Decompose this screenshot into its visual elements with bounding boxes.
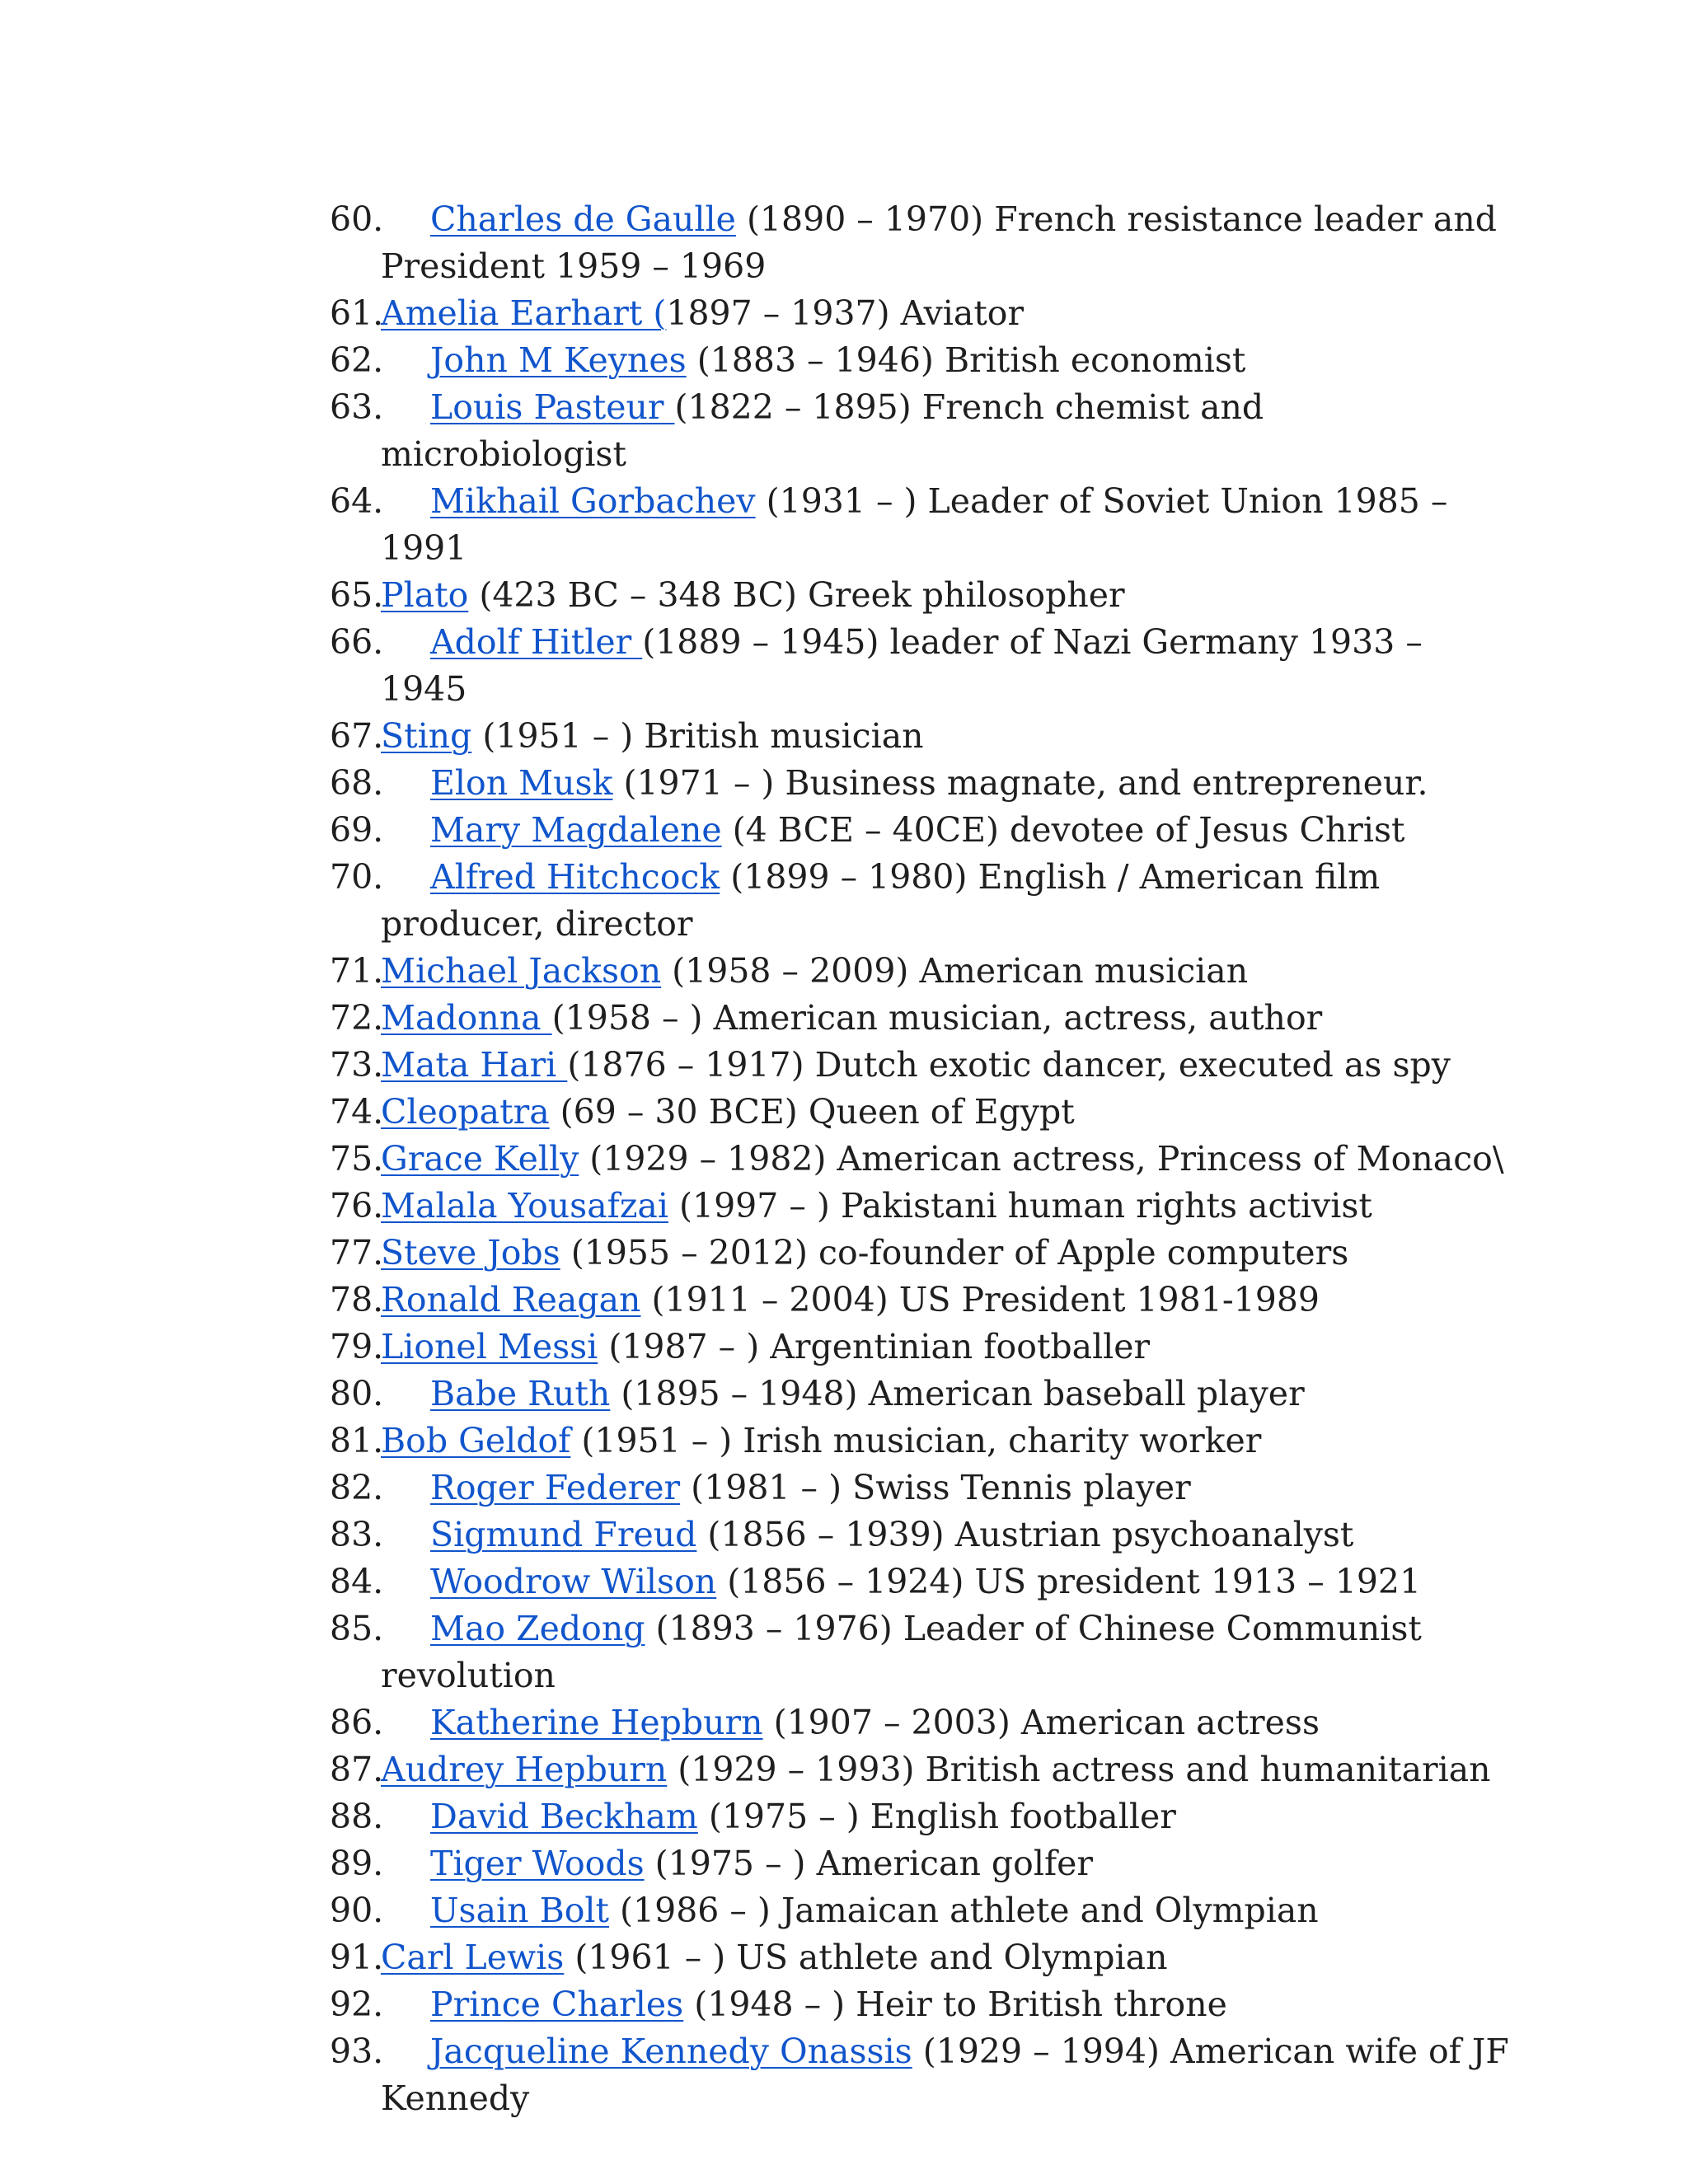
person-link[interactable]: Mikhail Gorbachev <box>430 481 756 521</box>
person-description: (1889 – 1945) leader of Nazi Germany 1933 – 1945 <box>381 622 1423 709</box>
list-item-body <box>381 196 1517 290</box>
list-item-number: 68. <box>330 763 384 803</box>
list-item <box>330 1558 1517 1605</box>
list-item-body <box>381 384 1517 478</box>
list-item-number: 89. <box>330 1844 384 1883</box>
list-item <box>330 196 1517 290</box>
list-item-body <box>381 572 1517 619</box>
list-item <box>330 572 1517 619</box>
person-link[interactable]: Babe Ruth <box>430 1374 611 1413</box>
list-item-number: 79. <box>330 1327 384 1366</box>
list-item <box>330 1136 1517 1183</box>
person-description: (1907 – 2003) American actress <box>762 1703 1320 1742</box>
person-link[interactable]: Adolf Hitler <box>430 622 643 662</box>
list-item-number: 75. <box>330 1139 384 1179</box>
person-link[interactable]: Mata Hari <box>381 1045 568 1085</box>
list-item-number: 72. <box>330 998 384 1038</box>
person-description: (1958 – 2009) American musician <box>661 951 1249 991</box>
list-item-number: 69. <box>330 810 384 850</box>
person-link[interactable]: Carl Lewis <box>381 1938 565 1977</box>
list-item <box>330 1605 1517 1699</box>
person-description: (1997 – ) Pakistani human rights activist <box>668 1186 1372 1226</box>
person-description: (1955 – 2012) co-founder of Apple computers <box>560 1233 1349 1272</box>
person-link[interactable]: Ronald Reagan <box>381 1280 641 1319</box>
person-description: (1899 – 1980) English / American film producer, director <box>381 857 1381 944</box>
list-item-number: 82. <box>330 1468 384 1507</box>
person-link[interactable]: Lionel Messi <box>381 1327 598 1366</box>
person-link[interactable]: Malala Yousafzai <box>381 1186 668 1226</box>
person-link[interactable]: Sting <box>381 716 472 756</box>
list-item <box>330 1511 1517 1558</box>
person-link[interactable]: Bob Geldof <box>381 1421 571 1460</box>
list-item-body <box>381 619 1517 713</box>
person-link[interactable]: Woodrow Wilson <box>430 1562 717 1601</box>
list-item-body <box>381 1418 1517 1465</box>
person-link[interactable]: Audrey Hepburn <box>381 1750 668 1789</box>
list-item-number: 78. <box>330 1280 384 1319</box>
person-description: (1929 – 1982) American actress, Princess of Monaco\ <box>579 1139 1504 1179</box>
list-item <box>330 854 1517 948</box>
person-description: (1890 – 1970) French resistance leader and President 1959 – 1969 <box>381 199 1498 286</box>
list-item-body <box>381 1371 1517 1418</box>
list-item <box>330 713 1517 760</box>
list-item <box>330 1183 1517 1230</box>
list-item-body <box>381 337 1517 384</box>
person-link[interactable]: Charles de Gaulle <box>430 199 736 239</box>
person-description: (1911 – 2004) US President 1981-1989 <box>640 1280 1320 1319</box>
list-item <box>330 948 1517 995</box>
list-item-body <box>381 1089 1517 1136</box>
person-description: (1929 – 1994) American wife of JF Kennedy <box>381 2032 1509 2118</box>
list-item-number: 61. <box>330 293 384 333</box>
list-item-number: 64. <box>330 481 384 521</box>
list-item-body <box>381 1183 1517 1230</box>
person-description: (4 BCE – 40CE) devotee of Jesus Christ <box>721 810 1405 850</box>
person-description: (1951 – ) British musician <box>471 716 924 756</box>
person-link[interactable]: Mao Zedong <box>430 1609 645 1648</box>
list-item-number: 74. <box>330 1092 384 1132</box>
famous-people-list <box>330 196 1517 2122</box>
list-item-number: 65. <box>330 575 384 615</box>
list-item <box>330 384 1517 478</box>
list-item <box>330 807 1517 854</box>
list-item-number: 86. <box>330 1703 384 1742</box>
list-item-body <box>381 1934 1517 1981</box>
person-link[interactable]: David Beckham <box>430 1797 698 1836</box>
list-item <box>330 1887 1517 1934</box>
list-item-number: 93. <box>330 2032 384 2071</box>
list-item <box>330 619 1517 713</box>
person-link[interactable]: Madonna <box>381 998 552 1038</box>
person-link[interactable]: Jacqueline Kennedy Onassis <box>430 2032 912 2071</box>
list-item <box>330 1699 1517 1746</box>
person-link[interactable]: Alfred Hitchcock <box>430 857 720 897</box>
person-link[interactable]: Louis Pasteur <box>430 387 675 427</box>
person-description: (1975 – ) English footballer <box>697 1797 1176 1836</box>
list-item-body <box>381 1230 1517 1277</box>
list-item <box>330 1089 1517 1136</box>
list-item-body <box>381 1840 1517 1887</box>
list-item-body <box>381 1746 1517 1793</box>
list-item-number: 84. <box>330 1562 384 1601</box>
person-description: (1929 – 1993) British actress and humanitarian <box>667 1750 1491 1789</box>
person-description: (1893 – 1976) Leader of Chinese Communist revolution <box>381 1609 1422 1695</box>
list-item <box>330 1981 1517 2028</box>
person-description: (1981 – ) Swiss Tennis player <box>680 1468 1191 1507</box>
list-item-body <box>381 854 1517 948</box>
person-link[interactable]: Steve Jobs <box>381 1233 560 1272</box>
person-description: (1948 – ) Heir to British throne <box>683 1985 1227 2024</box>
list-item-number: 81. <box>330 1421 384 1460</box>
person-description: (1961 – ) US athlete and Olympian <box>564 1938 1168 1977</box>
list-item-body <box>381 948 1517 995</box>
list-item <box>330 337 1517 384</box>
list-item-number: 60. <box>330 199 384 239</box>
list-item-body <box>381 1136 1517 1183</box>
list-item-number: 83. <box>330 1515 384 1554</box>
list-item-body <box>381 1887 1517 1934</box>
list-item-number: 62. <box>330 340 384 380</box>
list-item-body <box>381 1981 1517 2028</box>
list-item-body <box>381 1558 1517 1605</box>
list-item-body <box>381 290 1517 337</box>
person-description: (423 BC – 348 BC) Greek philosopher <box>468 575 1125 615</box>
list-item <box>330 1324 1517 1371</box>
list-item <box>330 1465 1517 1511</box>
person-link[interactable]: Elon Musk <box>430 763 613 803</box>
person-description: 1897 – 1937) Aviator <box>666 293 1025 333</box>
person-link[interactable]: John M Keynes <box>430 340 687 380</box>
person-description: (1958 – ) American musician, actress, author <box>551 998 1323 1038</box>
list-item-body <box>381 995 1517 1042</box>
list-item-body <box>381 1793 1517 1840</box>
list-item-number: 71. <box>330 951 384 991</box>
person-link[interactable]: Plato <box>381 575 469 615</box>
person-link[interactable]: Tiger Woods <box>430 1844 645 1883</box>
list-item <box>330 1934 1517 1981</box>
list-item <box>330 1840 1517 1887</box>
list-item-number: 87. <box>330 1750 384 1789</box>
person-description: (1987 – ) Argentinian footballer <box>598 1327 1151 1366</box>
person-description: (1876 – 1917) Dutch exotic dancer, executed as spy <box>567 1045 1451 1085</box>
person-description: (1986 – ) Jamaican athlete and Olympian <box>609 1891 1319 1930</box>
person-link[interactable]: Sigmund Freud <box>430 1515 697 1554</box>
person-description: (1951 – ) Irish musician, charity worker <box>570 1421 1262 1460</box>
person-description: (1883 – 1946) British economist <box>686 340 1246 380</box>
list-item-number: 80. <box>330 1374 384 1413</box>
person-description: (1856 – 1939) Austrian psychoanalyst <box>696 1515 1354 1554</box>
person-description: (1931 – ) Leader of Soviet Union 1985 – 1991 <box>381 481 1448 568</box>
list-item <box>330 1230 1517 1277</box>
list-item <box>330 1277 1517 1324</box>
list-item-body <box>381 2028 1517 2122</box>
person-link[interactable]: Usain Bolt <box>430 1891 609 1930</box>
list-item-number: 66. <box>330 622 384 662</box>
person-link[interactable]: Amelia Earhart ( <box>381 293 667 333</box>
list-item <box>330 760 1517 807</box>
person-description: (1895 – 1948) American baseball player <box>610 1374 1305 1413</box>
list-item-number: 85. <box>330 1609 384 1648</box>
person-link[interactable]: Cleopatra <box>381 1092 550 1132</box>
list-item-body <box>381 1465 1517 1511</box>
list-item-body <box>381 1511 1517 1558</box>
person-link[interactable]: Roger Federer <box>430 1468 681 1507</box>
person-link[interactable]: Grace Kelly <box>381 1139 579 1179</box>
list-item-body <box>381 1277 1517 1324</box>
list-item <box>330 290 1517 337</box>
person-description: (1975 – ) American golfer <box>644 1844 1093 1883</box>
list-item <box>330 1746 1517 1793</box>
person-link[interactable]: Katherine Hepburn <box>430 1703 763 1742</box>
list-item-number: 91. <box>330 1938 384 1977</box>
list-item <box>330 1042 1517 1089</box>
list-item <box>330 995 1517 1042</box>
list-item-body <box>381 1324 1517 1371</box>
list-item <box>330 1418 1517 1465</box>
list-item-body <box>381 713 1517 760</box>
person-description: (1822 – 1895) French chemist and microbiologist <box>381 387 1264 474</box>
list-item-number: 88. <box>330 1797 384 1836</box>
person-link[interactable]: Mary Magdalene <box>430 810 722 850</box>
list-item-number: 77. <box>330 1233 384 1272</box>
list-item-body <box>381 478 1517 572</box>
list-item <box>330 478 1517 572</box>
list-item <box>330 1371 1517 1418</box>
list-item-number: 67. <box>330 716 384 756</box>
list-item-number: 90. <box>330 1891 384 1930</box>
list-item-body <box>381 1042 1517 1089</box>
person-description: (69 – 30 BCE) Queen of Egypt <box>549 1092 1075 1132</box>
person-description: (1856 – 1924) US president 1913 – 1921 <box>716 1562 1422 1601</box>
list-item-number: 73. <box>330 1045 384 1085</box>
person-link[interactable]: Michael Jackson <box>381 951 662 991</box>
list-item-body <box>381 760 1517 807</box>
list-item-number: 76. <box>330 1186 384 1226</box>
list-item-number: 92. <box>330 1985 384 2024</box>
list-item-body <box>381 807 1517 854</box>
list-item <box>330 1793 1517 1840</box>
list-item-number: 70. <box>330 857 384 897</box>
list-item-body <box>381 1699 1517 1746</box>
person-link[interactable]: Prince Charles <box>430 1985 684 2024</box>
person-description: (1971 – ) Business magnate, and entrepreneur. <box>612 763 1428 803</box>
list-item-body <box>381 1605 1517 1699</box>
list-item <box>330 2028 1517 2122</box>
list-item-number: 63. <box>330 387 384 427</box>
